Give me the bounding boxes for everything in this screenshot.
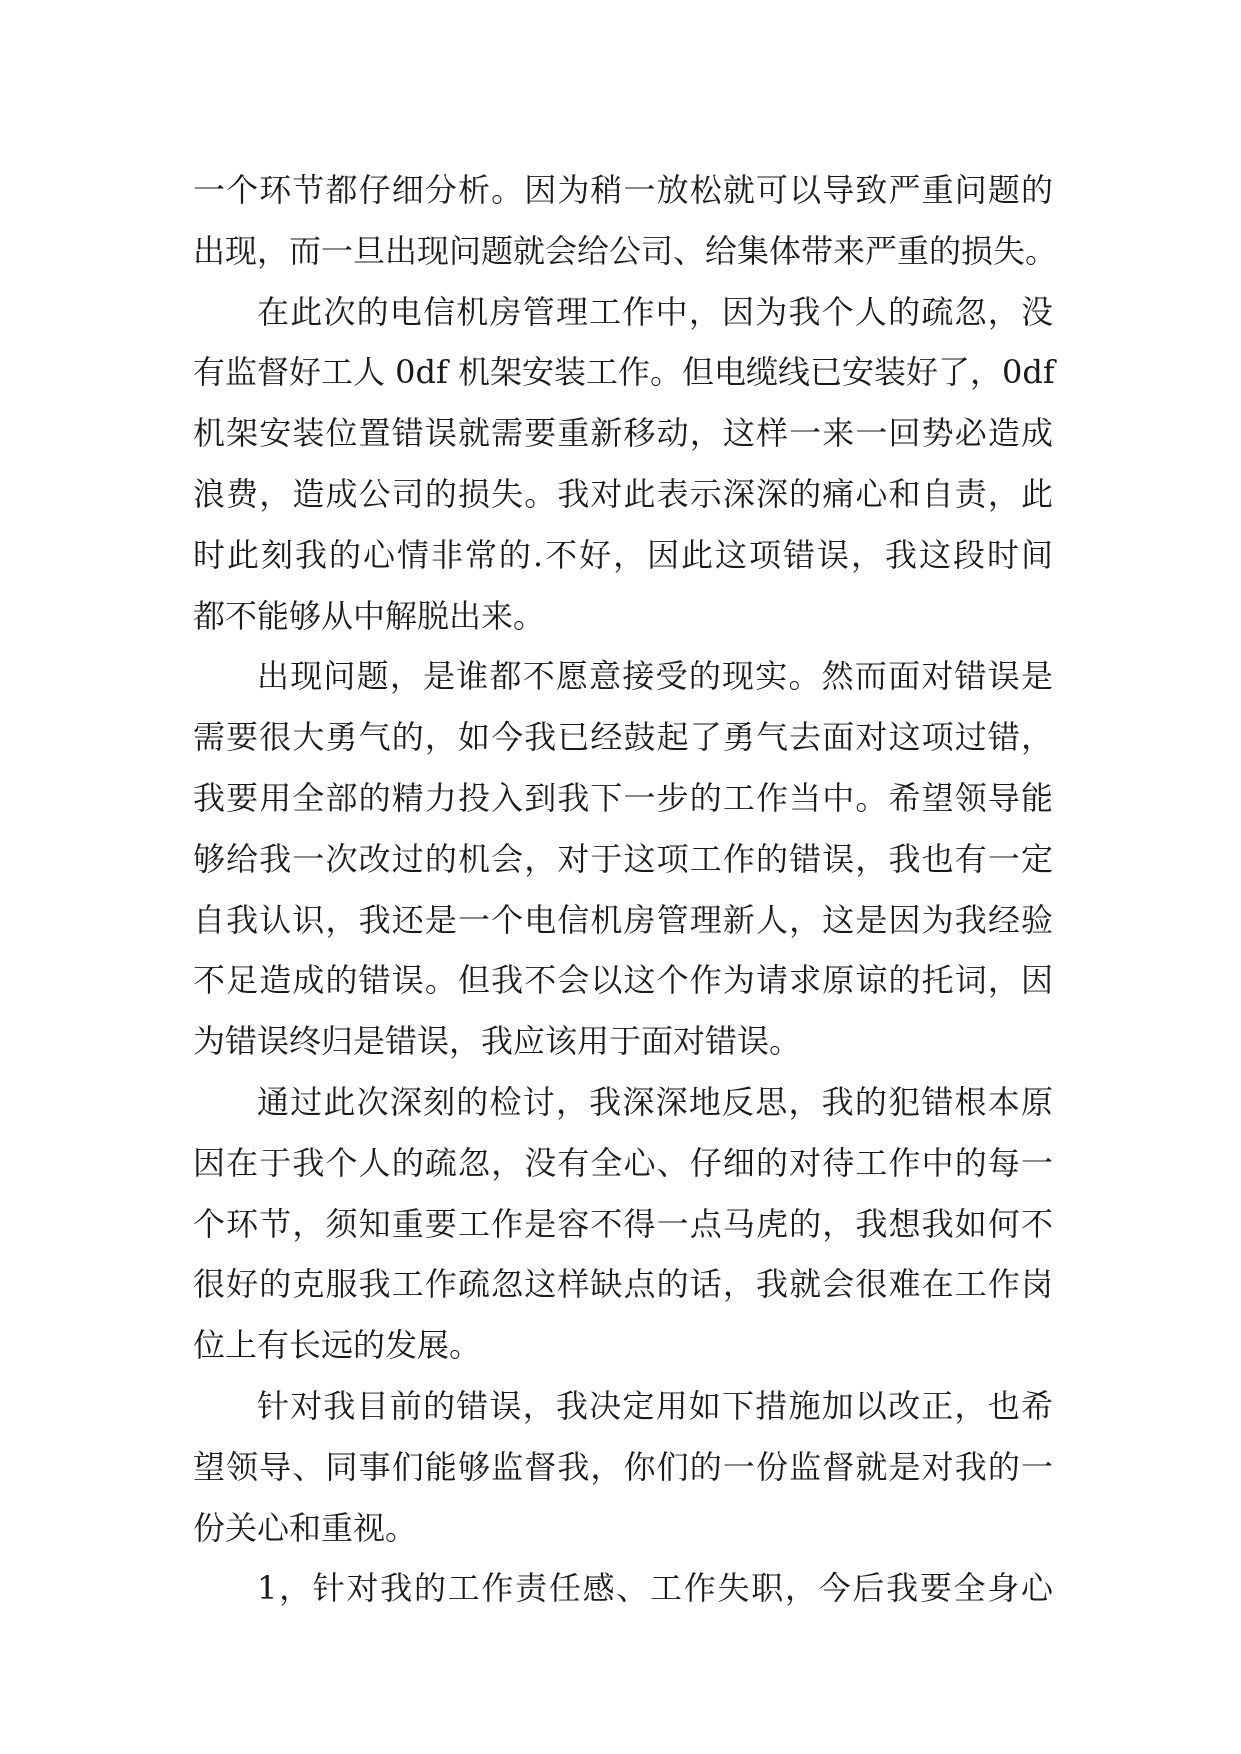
text-line: 很好的克服我工作疏忽这样缺点的话，我就会很难在工作岗 [193,1265,1053,1304]
text-line: 出现，而一旦出现问题就会给公司、给集体带来严重的损失。 [193,231,1058,270]
text-line: 时此刻我的心情非常的.不好，因此这项错误，我这段时间 [193,535,1053,574]
text-line: 一个环节都仔细分析。因为稍一放松就可以导致严重问题的 [193,171,1053,209]
text-line: 自我认识，我还是一个电信机房管理新人，这是因为我经验 [193,900,1053,939]
paragraph-first-line: 针对我目前的错误，我决定用如下措施加以改正，也希 [257,1386,1053,1425]
paragraph-first-line: 通过此次深刻的检讨，我深深地反思，我的犯错根本原 [257,1082,1053,1121]
paragraph-first-line: 1，针对我的工作责任感、工作失职，今后我要全身心 [257,1569,1053,1608]
paragraph-first-line: 在此次的电信机房管理工作中，因为我个人的疏忽，没 [257,292,1053,331]
text-line: 份关心和重视。 [193,1508,418,1547]
document-body [193,160,1058,1619]
text-line: 够给我一次改过的机会，对于这项工作的错误，我也有一定 [193,839,1053,878]
text-line: 有监督好工人 0df 机架安装工作。但电缆线已安装好了，0df [193,353,1055,392]
text-line: 望领导、同事们能够监督我，你们的一份监督就是对我的一 [193,1447,1053,1486]
text-line: 因在于我个人的疏忽，没有全心、仔细的对待工作中的每一 [193,1143,1053,1182]
text-line: 需要很大勇气的，如今我已经鼓起了勇气去面对这项过错， [193,718,1053,757]
text-line: 不足造成的错误。但我不会以这个作为请求原谅的托词，因 [193,961,1053,1000]
text-line: 我要用全部的精力投入到我下一步的工作当中。希望领导能 [193,778,1053,817]
text-line: 都不能够从中解脱出来。 [193,596,546,635]
text-line: 机架安装位置错误就需要重新移动，这样一来一回势必造成 [193,414,1053,453]
text-line: 个环节，须知重要工作是容不得一点马虎的，我想我如何不 [193,1204,1053,1243]
text-line: 浪费，造成公司的损失。我对此表示深深的痛心和自责，此 [193,474,1053,513]
text-line: 为错误终归是错误，我应该用于面对错误。 [193,1022,802,1061]
paragraph-first-line: 出现问题，是谁都不愿意接受的现实。然而面对错误是 [257,657,1053,696]
text-line: 位上有长远的发展。 [193,1326,482,1365]
